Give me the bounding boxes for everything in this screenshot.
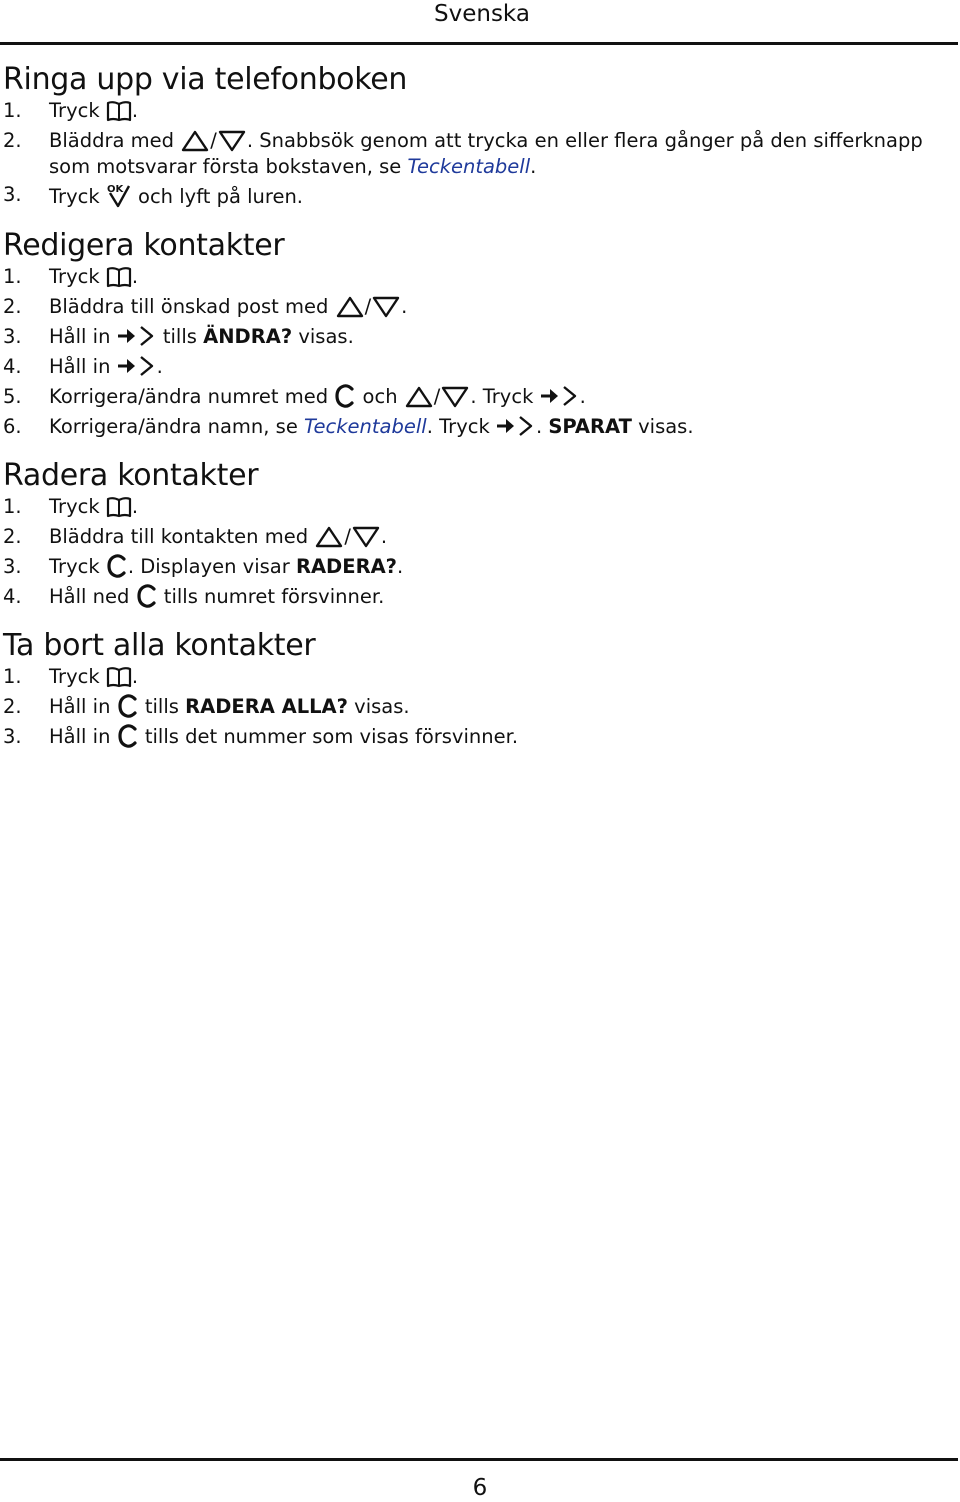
menu-arrow-icon [496, 414, 536, 438]
teckentabell-link[interactable]: Teckentabell [304, 415, 427, 438]
step-text: Bläddra till kontakten med / . [49, 525, 388, 548]
step-number: 5. [3, 385, 22, 408]
menu-arrow-icon [540, 384, 580, 408]
list-item [3, 492, 953, 522]
step-number: 3. [3, 325, 22, 348]
footer-rule [0, 1458, 958, 1461]
step-number: 6. [3, 415, 22, 438]
list-item [3, 522, 953, 552]
scroll-down-icon [371, 296, 401, 318]
clear-c-icon [117, 694, 139, 718]
list-item [3, 180, 953, 210]
phonebook-icon [106, 100, 132, 122]
step-text: Tryck . [49, 99, 139, 122]
list-item [3, 292, 953, 322]
section-ta-bort-alla [3, 628, 953, 752]
page-number: 6 [472, 1475, 488, 1501]
step-text: Håll in tills ÄNDRA? visas. [49, 325, 354, 348]
ok-icon [106, 182, 132, 208]
step-text: Håll in . [49, 355, 163, 378]
step-number: 3. [3, 725, 22, 748]
phonebook-icon [106, 266, 132, 288]
list-item [3, 552, 953, 582]
step-text: Korrigera/ändra numret med och / . Tryck . [49, 385, 586, 408]
list-item [3, 262, 953, 292]
step-number: 2. [3, 695, 22, 718]
step-list [3, 96, 953, 210]
step-text: Tryck . [49, 265, 139, 288]
step-text: Tryck . [49, 495, 139, 518]
list-item [3, 322, 953, 352]
step-number: 2. [3, 129, 22, 152]
phonebook-icon [106, 666, 132, 688]
scroll-down-icon [351, 526, 381, 548]
section-title: Redigera kontakter [3, 228, 285, 263]
menu-arrow-icon [117, 324, 157, 348]
teckentabell-link[interactable]: Teckentabell [407, 155, 531, 178]
step-list [3, 262, 953, 442]
clear-c-icon [136, 584, 158, 608]
step-number: 3. [3, 183, 22, 206]
step-text: Håll ned tills numret försvinner. [49, 585, 385, 608]
section-title: Radera kontakter [3, 458, 259, 493]
scroll-up-icon [404, 386, 434, 408]
phonebook-icon [106, 496, 132, 518]
scroll-down-icon [440, 386, 470, 408]
step-text: Håll in tills RADERA ALLA? visas. [49, 695, 410, 718]
menu-arrow-icon [117, 354, 157, 378]
step-text: Tryck och lyft på luren. [49, 180, 953, 210]
step-number: 2. [3, 525, 22, 548]
section-ringa-upp [3, 62, 953, 210]
step-text: Tryck . Displayen visar RADERA?. [49, 555, 404, 578]
step-number: 1. [3, 265, 22, 288]
step-list [3, 492, 953, 612]
clear-c-icon [106, 554, 128, 578]
step-text: Håll in tills det nummer som visas försvinner. [49, 725, 519, 748]
step-list [3, 662, 953, 752]
scroll-down-icon [217, 130, 247, 152]
step-number: 4. [3, 585, 22, 608]
list-item [3, 662, 953, 692]
list-item [3, 722, 953, 752]
step-number: 4. [3, 355, 22, 378]
step-number: 1. [3, 99, 22, 122]
list-item [3, 582, 953, 612]
step-number: 2. [3, 295, 22, 318]
step-text: Bläddra med / . Snabbsök genom att trycka en eller flera gånger på den sifferknapp som motsvarar första bokstaven, se Teckentabell. [49, 129, 923, 178]
clear-c-icon [117, 724, 139, 748]
step-number: 3. [3, 555, 22, 578]
header-language: Svenska [434, 1, 530, 27]
list-item [3, 692, 953, 722]
scroll-up-icon [180, 130, 210, 152]
clear-c-icon [334, 384, 356, 408]
step-text: Bläddra till önskad post med / . [49, 295, 408, 318]
section-redigera [3, 228, 953, 442]
header-rule [0, 42, 958, 45]
list-item [3, 126, 953, 180]
section-title: Ta bort alla kontakter [3, 628, 316, 663]
list-item [3, 412, 953, 442]
step-number: 1. [3, 495, 22, 518]
step-text: Korrigera/ändra namn, se Teckentabell. Tryck . SPARAT visas. [49, 415, 694, 438]
scroll-up-icon [335, 296, 365, 318]
step-number: 1. [3, 665, 22, 688]
section-radera [3, 458, 953, 612]
list-item [3, 352, 953, 382]
list-item [3, 382, 953, 412]
list-item [3, 96, 953, 126]
section-title: Ringa upp via telefonboken [3, 62, 408, 97]
scroll-up-icon [314, 526, 344, 548]
step-text: Tryck . [49, 665, 139, 688]
